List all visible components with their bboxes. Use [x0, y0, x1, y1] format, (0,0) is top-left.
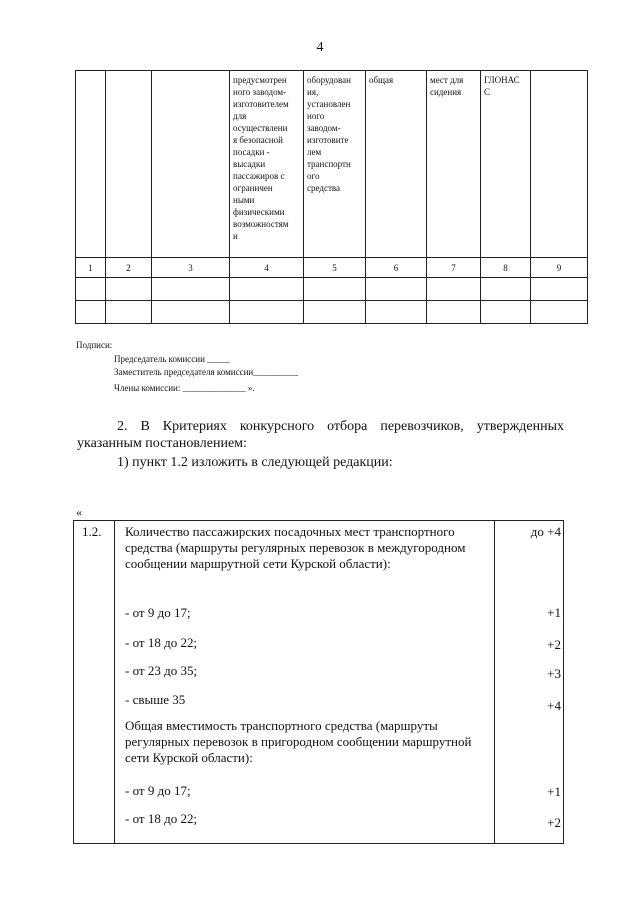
table-cell	[427, 278, 481, 301]
table-cell	[230, 301, 304, 324]
table-cell	[76, 301, 106, 324]
table-cell	[106, 301, 152, 324]
table-cell	[152, 278, 230, 301]
column-number: 9	[531, 258, 588, 278]
points-value: +1	[547, 605, 561, 620]
table-cell	[481, 301, 531, 324]
table-cell	[481, 278, 531, 301]
divider	[114, 521, 115, 843]
capacity-criterion-text: Общая вместимость транспортного средства (маршруты регулярных перевозок в пригородном сообщении маршрутной сети Курской области):	[125, 718, 472, 765]
table-cell	[366, 278, 427, 301]
points-value: +2	[547, 815, 561, 830]
table-cell	[531, 278, 588, 301]
header-cell-8: ГЛОНАС С	[481, 71, 531, 258]
points-value: +3	[547, 666, 561, 681]
header-cell-5: оборудован ия, установлен ного заводом- изготовите лем транспортн ого средства	[304, 71, 366, 258]
header-cell-9	[531, 71, 588, 258]
points-value: +4	[547, 698, 561, 713]
table-cell	[304, 278, 366, 301]
points-value: +1	[547, 784, 561, 799]
points-value: +2	[547, 637, 561, 652]
criteria-table	[73, 520, 564, 844]
column-number: 8	[481, 258, 531, 278]
list-item: - свыше 35	[125, 692, 186, 707]
list-item: - от 9 до 17;	[125, 783, 191, 798]
header-cell-7: мест для сидения	[427, 71, 481, 258]
members-signature: Члены комиссии: ______________ ».	[114, 383, 255, 393]
column-number: 3	[152, 258, 230, 278]
table-cell	[106, 278, 152, 301]
table-cell	[531, 301, 588, 324]
table-cell	[152, 301, 230, 324]
deputy-signature: Заместитель председателя комиссии__________	[114, 367, 299, 377]
column-number-row	[76, 258, 588, 278]
report-table	[75, 70, 588, 324]
header-cell-3	[152, 71, 230, 258]
list-item: - от 9 до 17;	[125, 605, 191, 620]
table-cell	[230, 278, 304, 301]
header-cell-6: общая	[366, 71, 427, 258]
seats-criterion-text: Количество пассажирских посадочных мест транспортного средства (маршруты регулярных перевозок в междугородном сообщении маршрутной сети Курской области):	[125, 524, 466, 571]
column-number: 6	[366, 258, 427, 278]
paragraph-item: 1) пункт 1.2 изложить в следующей редакции:	[117, 455, 393, 470]
table-cell	[76, 278, 106, 301]
table-row	[76, 301, 588, 324]
table-row	[76, 278, 588, 301]
seats-max-points: до +4	[530, 524, 561, 539]
column-number: 5	[304, 258, 366, 278]
list-item: - от 18 до 22;	[125, 635, 198, 650]
paragraph-criteria: 2. В Критериях конкурсного отбора перевозчиков, утвержденных указанным постановлением:	[77, 419, 564, 451]
header-cell-4: предусмотрен ного заводом- изготовителем для осуществлени я безопасной посадки - высадки пассажиров с ограничен ными физическими возможностям и	[230, 71, 304, 258]
chairman-signature: Председатель комиссии _____	[114, 354, 230, 364]
table-cell	[304, 301, 366, 324]
header-cell-1	[76, 71, 106, 258]
page-number: 4	[316, 40, 324, 55]
item-number: 1.2.	[82, 524, 102, 539]
opening-quote: «	[76, 505, 82, 519]
signatures-title: Подписи:	[76, 340, 113, 350]
table-header-row	[76, 71, 588, 258]
column-number: 7	[427, 258, 481, 278]
header-cell-2	[106, 71, 152, 258]
list-item: - от 18 до 22;	[125, 811, 198, 826]
list-item: - от 23 до 35;	[125, 663, 198, 678]
table-cell	[366, 301, 427, 324]
table-cell	[427, 301, 481, 324]
column-number: 2	[106, 258, 152, 278]
column-number: 4	[230, 258, 304, 278]
column-number: 1	[76, 258, 106, 278]
